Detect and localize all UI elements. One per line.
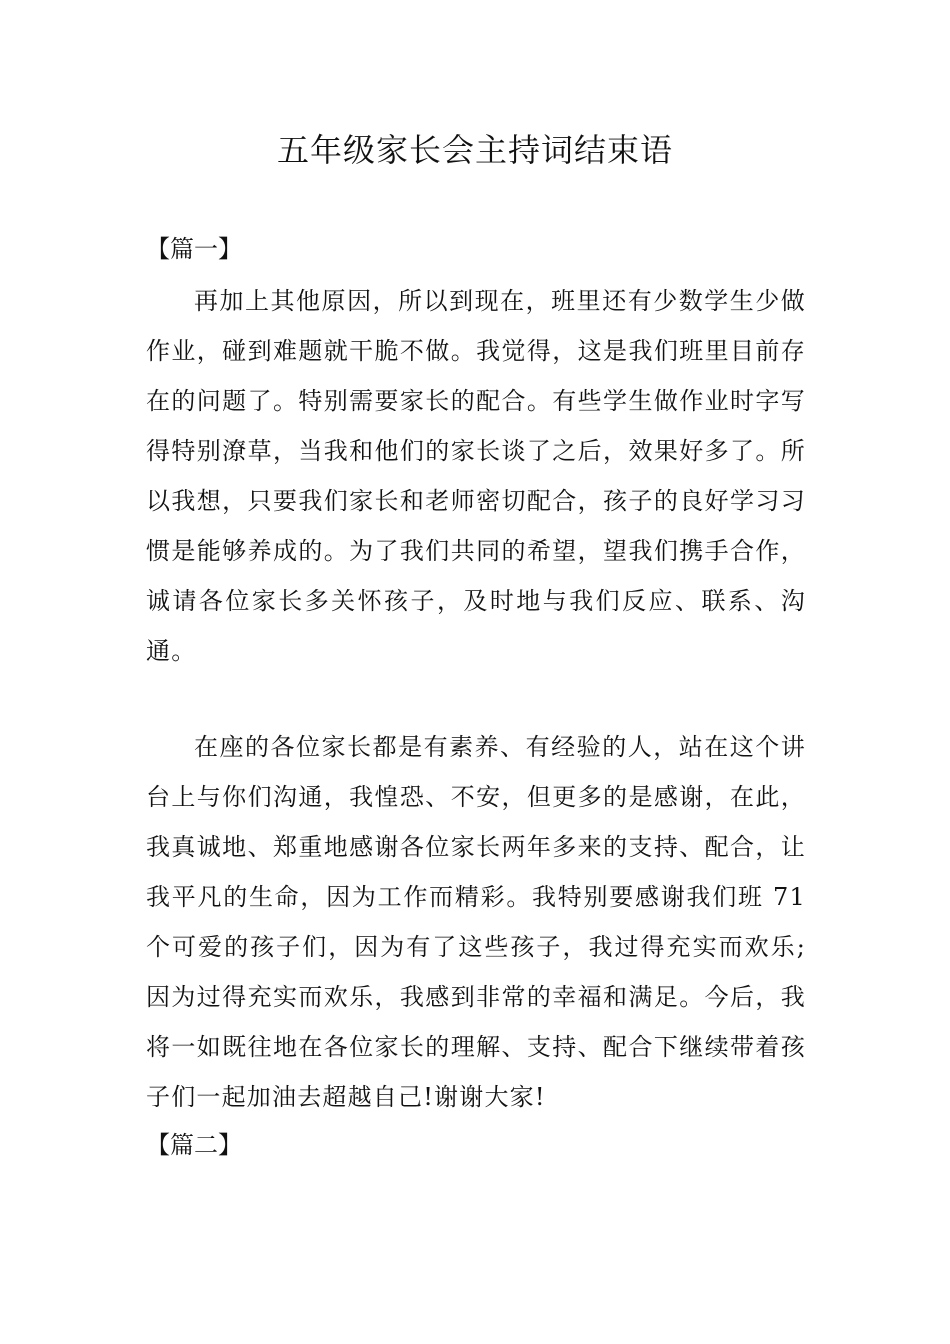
section-label-1: 【篇一】 — [146, 235, 242, 263]
section-label-2: 【篇二】 — [146, 1131, 242, 1159]
document-title: 五年级家长会主持词结束语 — [276, 131, 673, 169]
paragraph-1: 再加上其他原因，所以到现在，班里还有少数学生少做作业，碰到难题就干脆不做。我觉得，这是我们班里目前存在的问题了。特别需要家长的配合。有些学生做作业时字写得特别潦草，当我和他们的家长谈了之后，效果好多了。所以我想，只要我们家长和老师密切配合，孩子的良好学习习惯是能够养成的。为了我们共同的希望，望我们携手合作，诚请各位家长多关怀孩子，及时地与我们反应、联系、沟通。 — [146, 287, 806, 665]
paragraph-2: 在座的各位家长都是有素养、有经验的人，站在这个讲台上与你们沟通，我惶恐、不安，但更多的是感谢，在此，我真诚地、郑重地感谢各位家长两年多来的支持、配合，让我平凡的生命，因为工作而精彩。我特别要感谢我们班 71 个可爱的孩子们，因为有了这些孩子，我过得充实而欢乐;因为过得充实而欢乐，我感到非常的幸福和满足。今后，我将一如既往地在各位家长的理解、支持、配合下继续带着孩子们一起加油去超越自己!谢谢大家! — [146, 733, 806, 1111]
